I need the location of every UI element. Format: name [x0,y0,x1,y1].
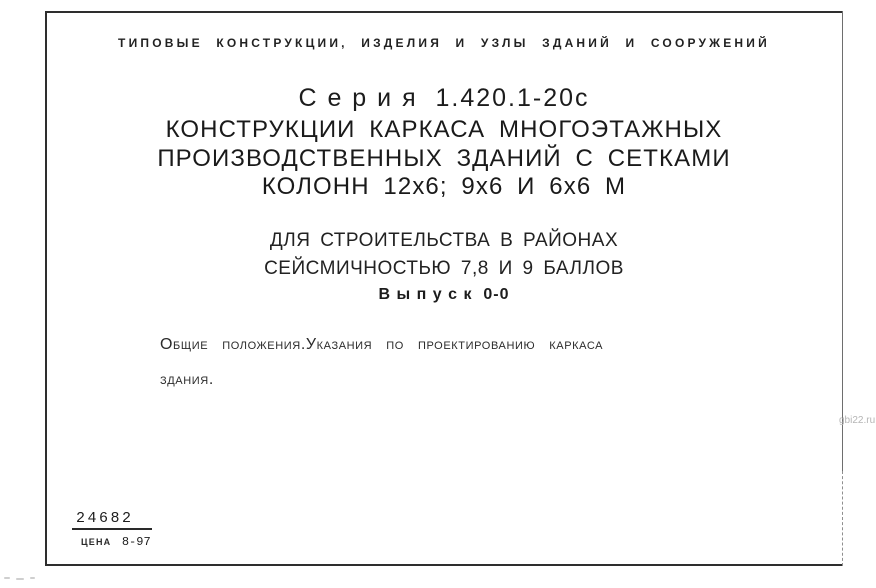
series-title: С е р и я 1.420.1-20с [298,84,590,112]
scan-speck [4,577,10,579]
price-value: 8-97 [121,535,151,549]
annotation-line-1: Общие положения.Указания по проектированию каркаса [160,336,604,353]
subtitle [45,227,843,283]
price-label: ЦЕНА [81,537,112,547]
stamp-block [72,509,152,550]
subtitle-line-2: СЕЙСМИЧНОСТЬЮ 7,8 И 9 БАЛЛОВ [264,258,624,279]
watermark: gbi22.ru [839,415,876,426]
price-line [72,532,152,550]
frame-right-border-lower [842,471,843,566]
main-title [45,116,843,202]
title-line-2: ПРОИЗВОДСТВЕННЫХ ЗДАНИЙ С СЕТКАМИ [157,144,731,172]
annotation-line-2: здания. [160,371,214,388]
scan-speck [16,578,24,580]
letterhead-line: ТИПОВЫЕ КОНСТРУКЦИИ, ИЗДЕЛИЯ И УЗЛЫ ЗДАНИЙ И СООРУЖЕНИЙ [118,36,770,50]
subtitle-line-1: ДЛЯ СТРОИТЕЛЬСТВА В РАЙОНАХ [269,230,619,251]
scan-speck [30,577,35,579]
issue-label: В ы п у с к 0-0 [378,286,510,303]
title-line-1: КОНСТРУКЦИИ КАРКАСА МНОГОЭТАЖНЫХ [165,116,723,143]
stamp-number: 24682 [72,510,152,530]
title-line-3: КОЛОНН 12х6; 9х6 И 6х6 М [261,173,627,200]
